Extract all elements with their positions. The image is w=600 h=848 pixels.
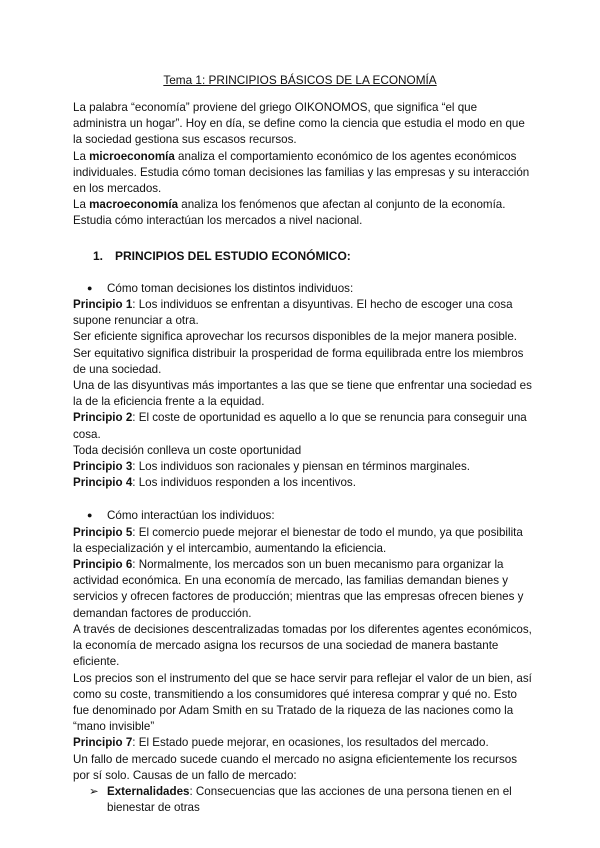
paragraph: Ser equitativo significa distribuir la prosperidad de forma equilibrada entre los miembros de una sociedad. (73, 346, 524, 376)
paragraph: Ser eficiente significa aprovechar los recursos disponibles de la mejor manera posible. (73, 330, 518, 344)
bullet-item: ● Cómo interactúan los individuos: (87, 509, 275, 523)
principle-4: Principio 4: Los individuos responden a los incentivos. (73, 476, 356, 490)
bullet-dot-icon: ● (87, 282, 93, 293)
arrow-bullet-icon: ➢ (89, 784, 99, 798)
section-number: 1. (93, 248, 104, 263)
micro-term: microeconomía (89, 149, 175, 163)
principle-5: Principio 5: El comercio puede mejorar el bienestar de todo el mundo, ya que posibilita la especialización y el intercambio, aumentando la eficiencia. (73, 525, 523, 555)
principle-6: Principio 6: Normalmente, los mercados son un buen mecanismo para organizar la actividad económica. En una economía de mercado, las familias demandan bienes y servicios y ofrecen factores de producción; mientras que las empresas ofrecen bienes y demandan factores de producción. (73, 558, 524, 620)
paragraph: A través de decisiones descentralizadas tomadas por los diferentes agentes económicos, la economía de mercado asigna los recursos de una sociedad de manera bastante eficiente. (73, 622, 532, 669)
paragraph: Los precios son el instrumento del que se hace servir para reflejar el valor de un bien, así como su coste, transmitiendo a los consumidores qué interesa comprar y qué no. Esto fue denominado por Adam Smith en su Tratado de la riqueza de las naciones como la “mano invisible” (73, 671, 532, 734)
principle-7: Principio 7: El Estado puede mejorar, en ocasiones, los resultados del mercado. (73, 736, 489, 750)
arrow-list-item: ➢ Externalidades: Consecuencias que las acciones de una persona tienen en el bienestar de otras (89, 784, 512, 815)
principle-3: Principio 3: Los individuos son racionales y piensan en términos marginales. (73, 460, 470, 474)
bullet-item: ● Cómo toman decisiones los distintos individuos: (87, 281, 354, 295)
document-body (73, 100, 533, 816)
intro-paragraph: La palabra “economía” proviene del griego OIKONOMOS, que significa “el que administra un hogar”. Hoy en día, se define como la ciencia que estudia el modo en que la sociedad gestiona sus escasos recursos. (73, 101, 525, 147)
bullet-dot-icon: ● (87, 510, 93, 521)
macro-term: macroeconomía (89, 198, 179, 212)
principle-2: Principio 2: El coste de oportunidad es aquello a lo que se renuncia para conseguir una cosa. (73, 411, 527, 441)
section-title: PRINCIPIOS DEL ESTUDIO ECONÓMICO: (115, 248, 351, 263)
macro-paragraph: La macroeconomía analiza los fenómenos que afectan al conjunto de la economía. Estudia cómo interactúan los mercados a nivel nacional. (73, 198, 506, 228)
paragraph: Toda decisión conlleva un coste oportunidad (73, 443, 302, 457)
principle-1: Principio 1: Los individuos se enfrentan a disyuntivas. El hecho de escoger una cosa supone renunciar a otra. (73, 298, 513, 328)
paragraph: Una de las disyuntivas más importantes a las que se tiene que enfrentar una sociedad es la de la eficiencia frente a la equidad. (73, 379, 532, 409)
paragraph: Un fallo de mercado sucede cuando el mercado no asigna eficientemente los recursos por sí solo. Causas de un fallo de mercado: (73, 752, 518, 782)
document-title: Tema 1: PRINCIPIOS BÁSICOS DE LA ECONOMÍA (163, 73, 437, 87)
micro-paragraph: La microeconomía analiza el comportamiento económico de los agentes económicos individuales. Estudia cómo toman decisiones las familias y las empresas y su interacción en los mercados. (73, 149, 530, 196)
section-heading (93, 248, 533, 264)
